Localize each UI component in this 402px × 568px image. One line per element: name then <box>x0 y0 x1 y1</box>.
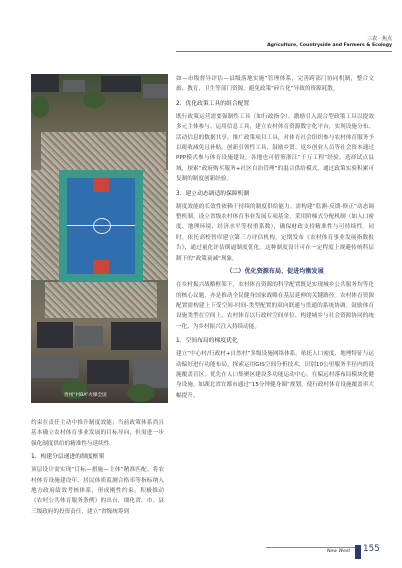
paragraph: 在乡村振兴战略框架下，农村体育资源的科学配置既是实现城乡公共服务均等化的核心议题，亦是推动全民健身国家战略在基层延伸的关键路径。农村体育资源配置需构建上下受空间-时间-类型配置的双向联通与贯通的系统协调。鼓励体育设施类型在空间上、农村体育以行政村空间单位、构建城乡与社会资源协同的统一化，为乡村振兴注入持续动能。 <box>176 282 374 330</box>
subsection-heading: 1．构建分层递进的制度框架 <box>31 454 105 461</box>
header-divider <box>176 51 392 52</box>
paragraph: 既行政策运营需要强制性工具（如行政指令）、激励引入混合型政策工具以提效多元主体参与。运用信息工具，建立农村体育资源数字化平台，实现设施分布、活动信息的数据共享。推广政策项目工具，对体育社会组织参与农村体育服务予以税收减免且补贴。创新引领性工具，鼓励乡贤、返乡创业人员等社会资本通过PPP模式参与体育设施建设。各地也可借鉴浙江“千万工程”经验，选择试点县域，探索“政府购买服务+社区自治管理”的混合供给模式，通过政策实验积累可复制的制度创新经验。 <box>176 113 374 183</box>
right-text-column <box>176 74 374 401</box>
footer-divider <box>266 547 360 548</box>
paragraph: 建立“中心村/行政村+自然村”多级设施网络体系。依托人口密度、地理特征与运动偏好进行功能布局。探索运用GIS空间分析技术，识别10公里服务半径内的设施覆盖盲区，优先在人口集聚区建设多功能运动中心。在偏远村落布局模块化健身设施。如湖北省宜都市通过“15分钟健身圈”规划，使行政村体育设施覆盖率大幅提升。 <box>176 351 374 399</box>
section-header-en: Agriculture, Countryside and Farmers & Ecology <box>267 43 392 48</box>
page-number: 155 <box>363 544 380 554</box>
section-header-cn: 三农 · 焦点 <box>367 36 392 42</box>
subsection-heading: 1．空间布局的梯度优化 <box>176 338 238 345</box>
village-basketball-photo <box>31 74 168 403</box>
paragraph: 顶层设计需实现“目标—措施—主体”精准匹配。将农村体育设施建设年、居民体质监测合格率等指标纳入地方政府绩效考核体系，形成刚性约束。积极推动《农村公共体育服务条例》的出台，细化省、市、县三级政府的投资责任，建立“省级统筹到 <box>31 467 164 515</box>
section-title: （二）优化资源布局，促进均衡发展 <box>226 268 324 276</box>
paragraph: 如—市级督导评估—县级落地实施”管理体系，完善跨部门协同机制，整合文旅、教育、卫生等部门资源，避免政策“碎片化”导致的资源耗散。 <box>176 76 374 93</box>
photo-caption: 贵州“村BA”火爆全国 <box>64 393 107 398</box>
paragraph: 制度效能的长效性依赖于持续的制度供给能力。需构建“监测-反馈-修正”动态调整机制。设立省级农村体育事业发展专项基金，采用阶梯式分配机制（如人口密度、地理环境、经济水平等权重系数），确保财政支持精准性与可持续性。同时，依托高校智库建立第三方评估机构，定期发布《农村体育事业发展指数报告》，通过量化评估倒逼制度优化。这种制度设计可在一定程度上规避传统科层制下的“政策衰减”现象。 <box>176 203 374 262</box>
page-number-bar <box>355 545 361 559</box>
subsection-heading: 2．优化政策工具的组合配置 <box>176 100 250 107</box>
paragraph: 约束在责任主动中推升制度效能；当前政策体系尚且基本确立农村体育事业发展的目标导向，但需进一步强化制度供给的精准性与延续性。 <box>31 420 164 447</box>
left-text-column <box>31 418 164 517</box>
subsection-heading: 3．建立动态调适的保障机制 <box>176 190 250 197</box>
magazine-name: New West <box>327 549 351 554</box>
